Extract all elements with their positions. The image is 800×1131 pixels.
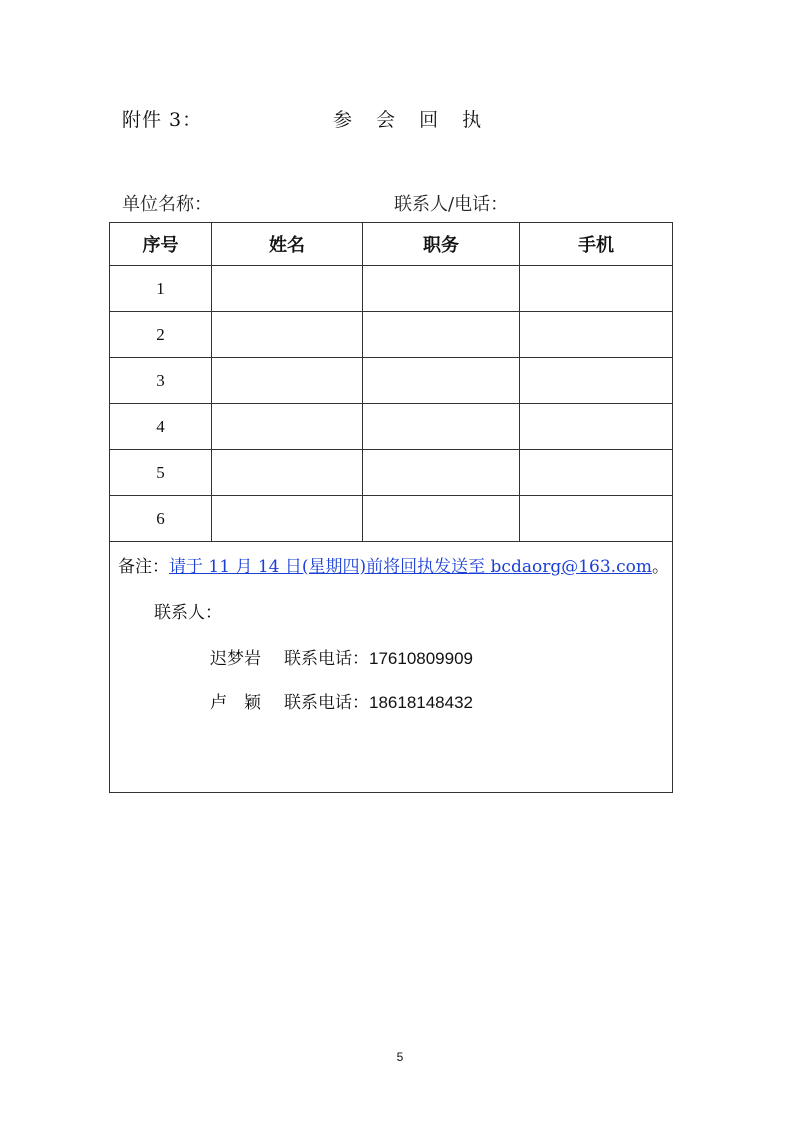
table-row (110, 266, 673, 312)
row-number: 3 (110, 358, 212, 404)
position-cell[interactable] (363, 312, 520, 358)
page-number: 5 (396, 1050, 404, 1064)
position-cell[interactable] (363, 450, 520, 496)
mobile-cell[interactable] (520, 312, 673, 358)
row-number: 2 (110, 312, 212, 358)
name-cell[interactable] (212, 496, 363, 542)
mobile-cell[interactable] (520, 450, 673, 496)
contacts-heading: 联系人： (154, 603, 222, 623)
contact-phone-label: 联系电话： (284, 693, 369, 713)
mobile-cell[interactable] (520, 496, 673, 542)
name-cell[interactable] (212, 358, 363, 404)
email-link[interactable]: 请于 11 月 14 日(星期四)前将回执发送至 bcdaorg@163.com (169, 557, 652, 577)
document-title: 参 会 回 执 (333, 109, 491, 131)
mobile-cell[interactable] (520, 266, 673, 312)
contact-row (210, 688, 473, 713)
notes-line (118, 552, 669, 577)
table-row (110, 450, 673, 496)
notes-prefix: 备注： (118, 557, 169, 577)
name-cell[interactable] (212, 450, 363, 496)
row-number: 1 (110, 266, 212, 312)
column-header-number: 序号 (110, 223, 212, 266)
row-number: 6 (110, 496, 212, 542)
table-row (110, 358, 673, 404)
position-cell[interactable] (363, 358, 520, 404)
column-header-name: 姓名 (212, 223, 363, 266)
contact-name: 迟梦岩 (210, 649, 261, 669)
table-row (110, 312, 673, 358)
mobile-cell[interactable] (520, 358, 673, 404)
contact-phone: 17610809909 (369, 649, 474, 668)
table-header-row (110, 223, 673, 266)
notes-suffix: 。 (651, 557, 669, 577)
row-number: 5 (110, 450, 212, 496)
name-cell[interactable] (212, 404, 363, 450)
mobile-cell[interactable] (520, 404, 673, 450)
name-cell[interactable] (212, 312, 363, 358)
position-cell[interactable] (363, 404, 520, 450)
contact-phone: 18618148432 (369, 693, 474, 712)
position-cell[interactable] (363, 496, 520, 542)
notes-row (110, 542, 673, 793)
contact-row (210, 644, 473, 669)
name-cell[interactable] (212, 266, 363, 312)
notes-cell (110, 542, 673, 793)
contact-name: 卢 颖 (210, 693, 261, 713)
attachment-label: 附件 3： (122, 109, 203, 131)
receipt-table (109, 222, 673, 793)
column-header-position: 职务 (363, 223, 520, 266)
column-header-mobile: 手机 (520, 223, 673, 266)
row-number: 4 (110, 404, 212, 450)
table-row (110, 496, 673, 542)
contact-phone-label: 联系电话： (284, 649, 369, 669)
position-cell[interactable] (363, 266, 520, 312)
table-row (110, 404, 673, 450)
unit-name-label: 单位名称： (122, 194, 212, 215)
contact-phone-label: 联系人/电话： (394, 194, 509, 215)
